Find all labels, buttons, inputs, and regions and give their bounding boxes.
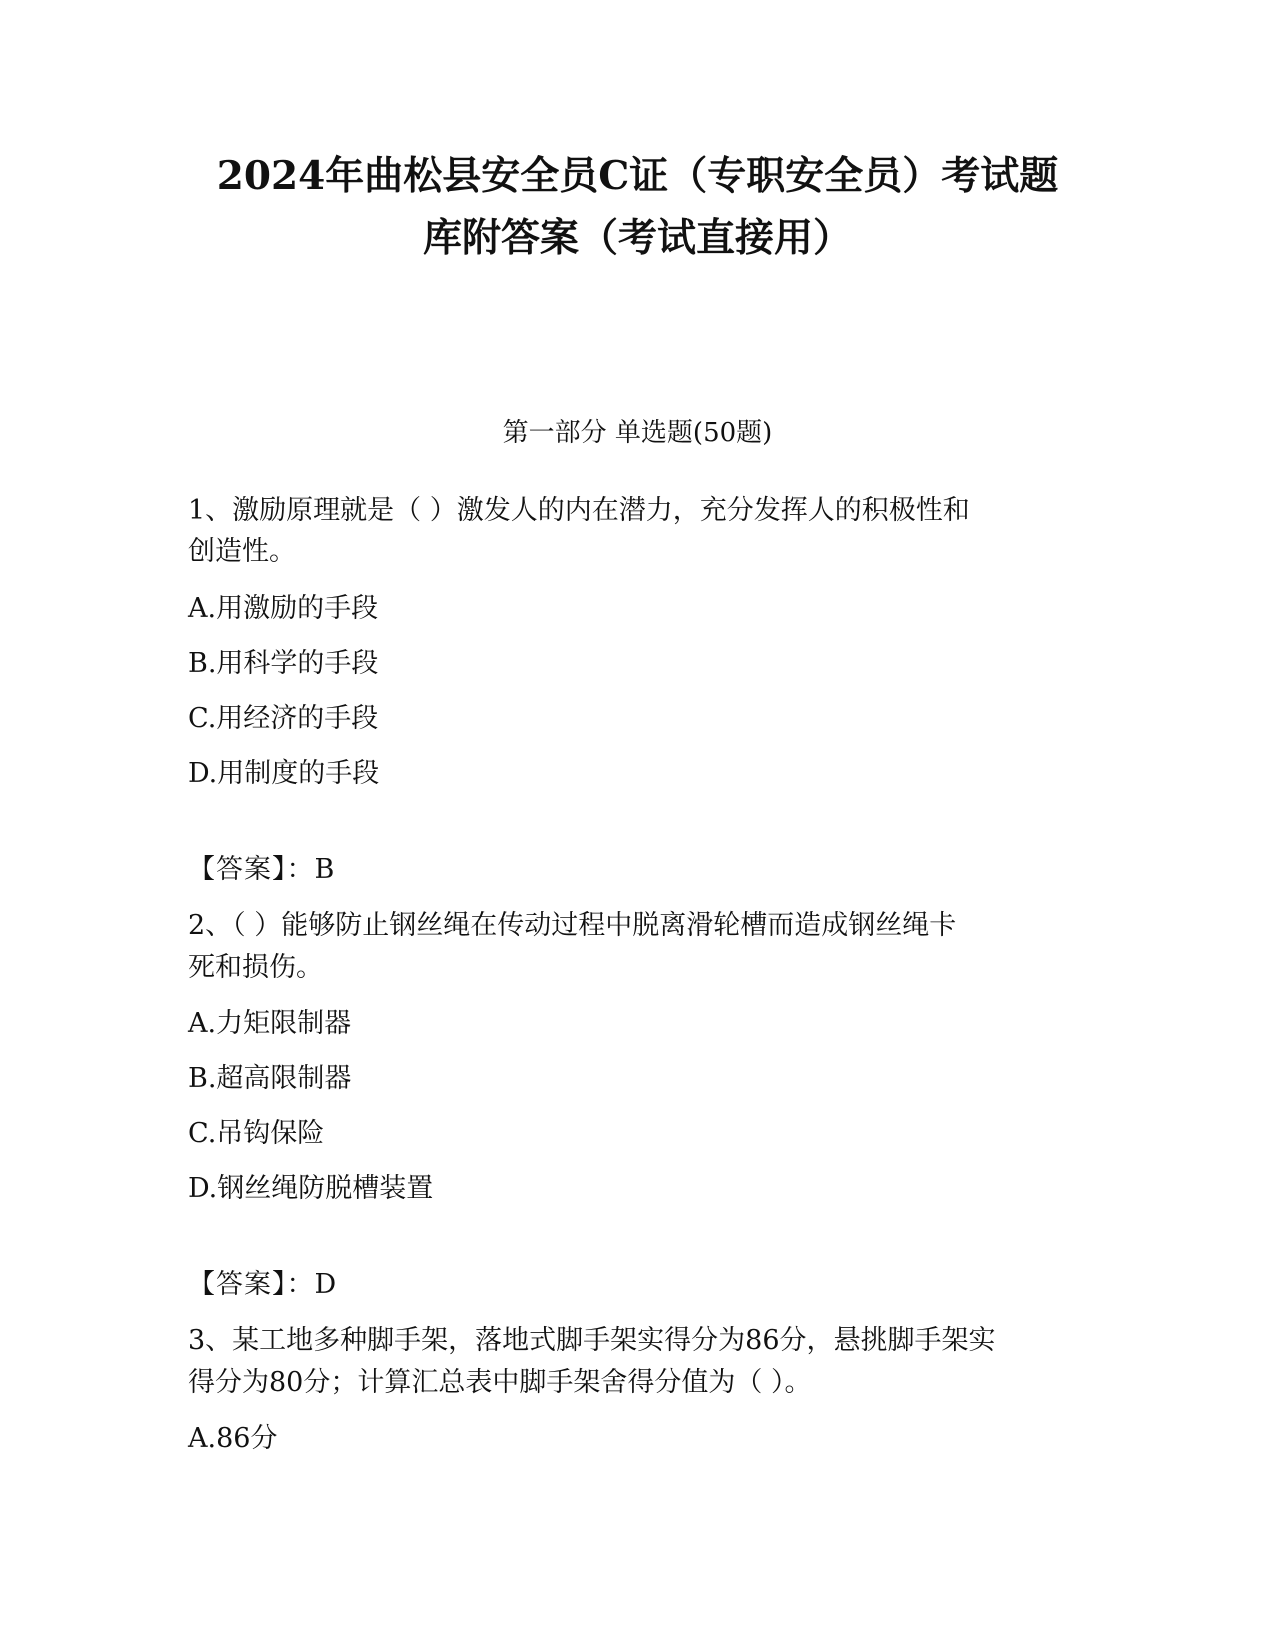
- question-1-option-c: C.用经济的手段: [188, 703, 379, 734]
- question-2-option-b: B.超高限制器: [188, 1063, 352, 1094]
- question-3-stem-line-2: 得分为80分；计算汇总表中脚手架舍得分值为（ ）。: [188, 1367, 812, 1398]
- question-3-stem-line-1: 3、某工地多种脚手架，落地式脚手架实得分为86分，悬挑脚手架实: [188, 1325, 996, 1356]
- question-3-option-a: A.86分: [188, 1423, 278, 1454]
- question-1-option-a: A.用激励的手段: [188, 593, 379, 624]
- document-title-line-2: 库附答案（考试直接用）: [422, 215, 852, 261]
- section-title: 第一部分 单选题(50题): [502, 418, 773, 448]
- question-1-option-d: D.用制度的手段: [188, 758, 380, 789]
- question-1-stem-line-1: 1、激励原理就是（ ）激发人的内在潜力，充分发挥人的积极性和: [188, 495, 970, 526]
- question-2-option-c: C.吊钩保险: [188, 1118, 325, 1149]
- question-2-stem-line-1: 2、（ ）能够防止钢丝绳在传动过程中脱离滑轮槽而造成钢丝绳卡: [188, 910, 957, 941]
- question-1-stem-line-2: 创造性。: [188, 536, 296, 567]
- question-1-answer: 【答案】：B: [188, 854, 336, 885]
- question-2-answer: 【答案】：D: [188, 1269, 338, 1300]
- question-2-option-a: A.力矩限制器: [188, 1008, 352, 1039]
- document-title-line-1: 2024年曲松县安全员C证（专职安全员）考试题: [216, 153, 1059, 199]
- question-2-stem-line-2: 死和损伤。: [188, 952, 323, 983]
- question-2-option-d: D.钢丝绳防脱槽装置: [188, 1173, 434, 1204]
- question-1-option-b: B.用科学的手段: [188, 648, 379, 679]
